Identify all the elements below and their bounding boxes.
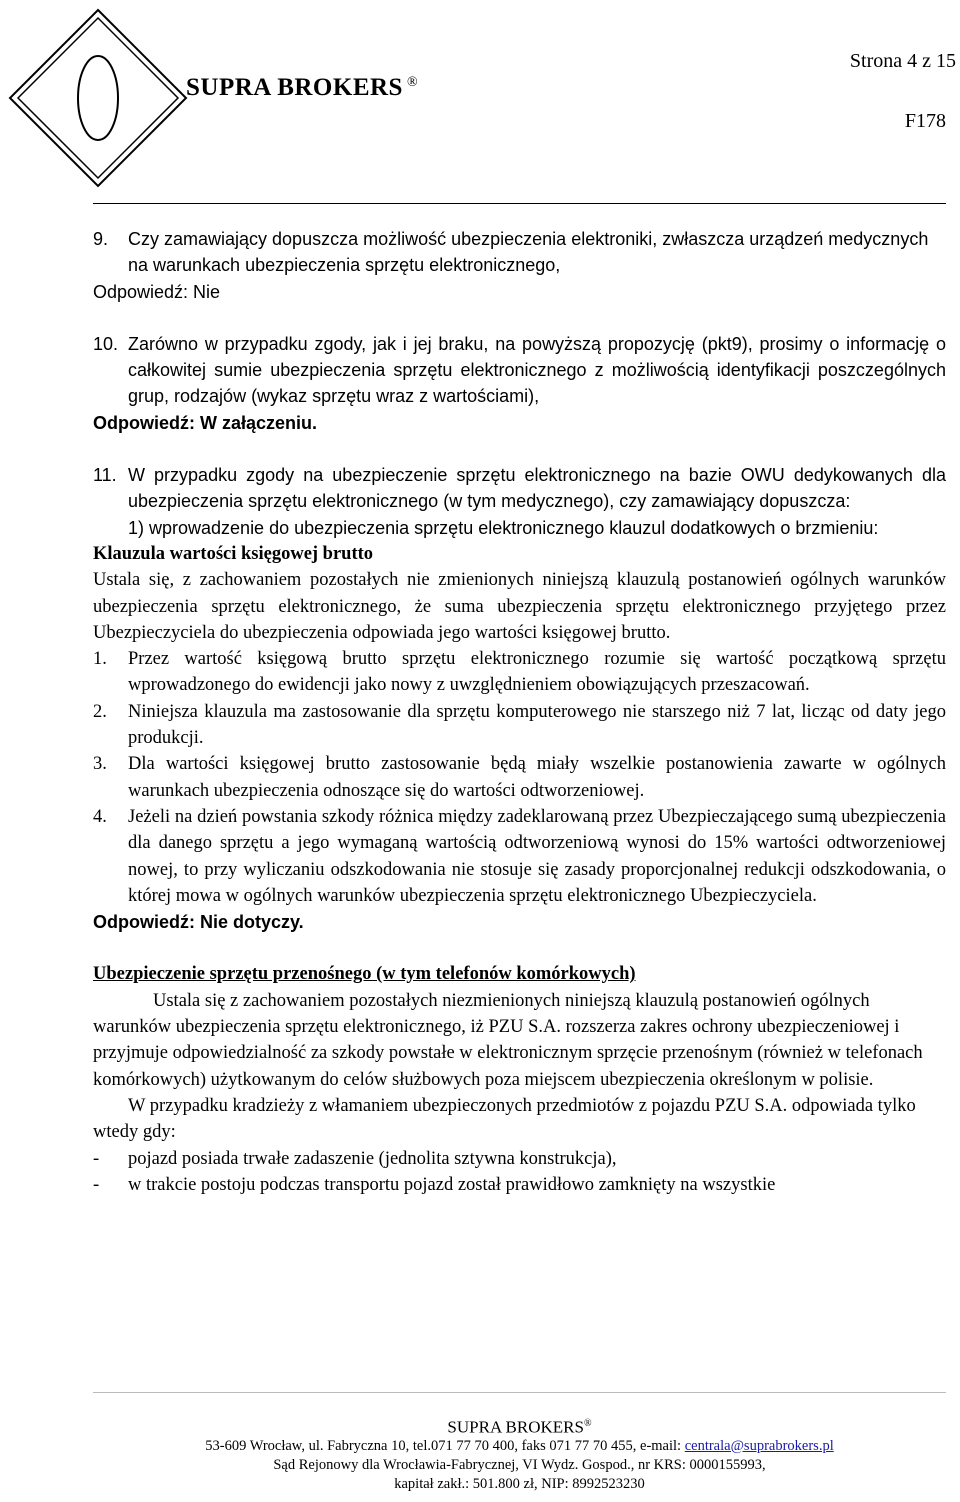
- point-number: 2.: [93, 701, 107, 722]
- question-number: 10.: [93, 333, 119, 354]
- portable-paragraph-1: Ustala się z zachowaniem pozostałych niezmienionych niniejszą klauzulą postanowień ogólnych warunków ubezpieczenia sprzętu elektronicznego, iż PZU S.A. rozszerza zakres ochrony ubezpieczeniowej i przyjmuje odpowiedzialność za szkody powstałe w elektronicznym sprzęcie przenośnym (również w telefonach komórkowych) użytkowanym do celów służbowych poza miejscem ubezpieczenia określonym w polisie.: [93, 990, 923, 1090]
- footer-address-line: [93, 1437, 946, 1456]
- question-9: [93, 226, 946, 279]
- point-text: Dla wartości księgowej brutto zastosowanie będą miały wszelkie postanowienia zawarte w ogólnych warunkach ubezpieczenia odnoszące się do wartości odtworzeniowej.: [128, 754, 946, 801]
- footer-email-link[interactable]: centrala@suprabrokers.pl: [684, 1437, 834, 1454]
- question-text: Czy zamawiający dopuszcza możliwość ubezpieczenia elektroniki, zwłaszcza urządzeń medycznych na warunkach ubezpieczenia sprzętu elektronicznego,: [128, 229, 929, 276]
- footer-capital: kapitał zakł.: 501.800 zł, NIP: 8992523230: [394, 1475, 645, 1492]
- bullet-dash: -: [93, 1174, 100, 1195]
- clause-point: [93, 751, 946, 804]
- question-text: W przypadku zgody na ubezpieczenie sprzętu elektronicznego na bazie OWU dedykowanych dla ubezpieczenia sprzętu elektronicznego (w tym medycznego), czy zamawiający dopuszcza:: [128, 465, 946, 512]
- bullet-text: pojazd posiada trwałe zadaszenie (jednolita sztywna konstrukcja),: [128, 1148, 617, 1169]
- page-number: Strona 4 z 15: [849, 50, 956, 72]
- header-brand: SUPRA BROKERS ®: [186, 74, 419, 101]
- registered-mark: ®: [583, 1418, 592, 1429]
- section-title: Ubezpieczenie sprzętu przenośnego (w tym telefonów komórkowych): [93, 964, 636, 985]
- clause-point: [93, 699, 946, 752]
- question-10: [93, 331, 946, 410]
- footer-court: Sąd Rejonowy dla Wrocławia-Fabrycznej, VI Wydz. Gospod., nr KRS: 0000155993,: [273, 1456, 766, 1473]
- footer-brand: SUPRA BROKERS®: [447, 1417, 592, 1437]
- point-text: Przez wartość księgową brutto sprzętu elektronicznego rozumie się wartość początkową sprzętu wprowadzonego do ewidencji jako nowy z uwzględnieniem obowiązujących przeszacowań.: [128, 649, 946, 696]
- footer-divider: [93, 1392, 946, 1393]
- point-number: 3.: [93, 754, 107, 775]
- clause-intro: Ustala się, z zachowaniem pozostałych nie zmienionych niniejszą klauzulą postanowień ogólnych warunków ubezpieczenia sprzętu elektronicznego, że suma ubezpieczenia sprzętu elektronicznego przyjętego przez Ubezpieczyciela do ubezpieczenia odpowiada jego wartości księgowej brutto.: [93, 570, 946, 643]
- registered-mark: ®: [406, 74, 419, 90]
- bullet-text: w trakcie postoju podczas transportu pojazd został prawidłowo zamknięty na wszystkie: [128, 1174, 776, 1195]
- clause-title: Klauzula wartości księgowej brutto: [93, 543, 374, 564]
- point-number: 1.: [93, 649, 107, 670]
- portable-paragraph-2: W przypadku kradzieży z włamaniem ubezpieczonych przedmiotów z pojazdu PZU S.A. odpowiada tylko wtedy gdy:: [93, 1095, 916, 1143]
- question-number: 11.: [93, 465, 117, 486]
- clause-point: [93, 646, 946, 699]
- point-text: Niniejsza klauzula ma zastosowanie dla sprzętu komputerowego nie starszego niż 7 lat, licząc od daty jego produkcji.: [128, 701, 946, 749]
- bullet-dash: -: [93, 1148, 100, 1169]
- form-code: F178: [904, 110, 946, 132]
- bullet-item: [93, 1146, 946, 1172]
- point-text: Jeżeli na dzień powstania szkody różnica między zadeklarowaną przez Ubezpieczającego sumą ubezpieczenia dla danego sprzętu a jego wymaganą wartością odtworzeniową wynosi do 15% wartości odtworzeniowej nowej, to przy wyliczaniu odszkodowania nie stosuje się zasady proporcjonalnej redukcji odszkodowania, o której mowa w ogólnych warunków ubezpieczenia sprzętu elektronicznego Ubezpieczyciela.: [128, 806, 946, 906]
- question-number: 9.: [93, 229, 109, 249]
- footer: [93, 1414, 946, 1494]
- question-text: Zarówno w przypadku zgody, jak i jej braku, na powyższą propozycję (pkt9), prosimy o informację o całkowitej sumie ubezpieczenia sprzętu elektronicznego z możliwością identyfikacji poszczególnych grup, rodzajów (wykaz sprzętu wraz z wartościami),: [128, 333, 946, 407]
- header-divider: [93, 203, 946, 204]
- answer-10: Odpowiedź: W załączeniu.: [93, 412, 318, 433]
- document-body: [93, 226, 946, 1198]
- answer-9: Odpowiedź: Nie: [93, 281, 221, 302]
- question-11: [93, 462, 946, 515]
- bullet-item: [93, 1172, 946, 1198]
- point-number: 4.: [93, 806, 107, 827]
- question-11-subitem: 1) wprowadzenie do ubezpieczenia sprzętu elektronicznego klauzul dodatkowych o brzmieniu:: [128, 517, 879, 538]
- clause-point: [93, 804, 946, 909]
- answer-11: Odpowiedź: Nie dotyczy.: [93, 912, 304, 933]
- supra-brokers-logo-icon: [8, 8, 188, 188]
- footer-address: 53-609 Wrocław, ul. Fabryczna 10, tel.071 77 70 400, faks 071 77 70 455, e-mail:: [205, 1437, 685, 1454]
